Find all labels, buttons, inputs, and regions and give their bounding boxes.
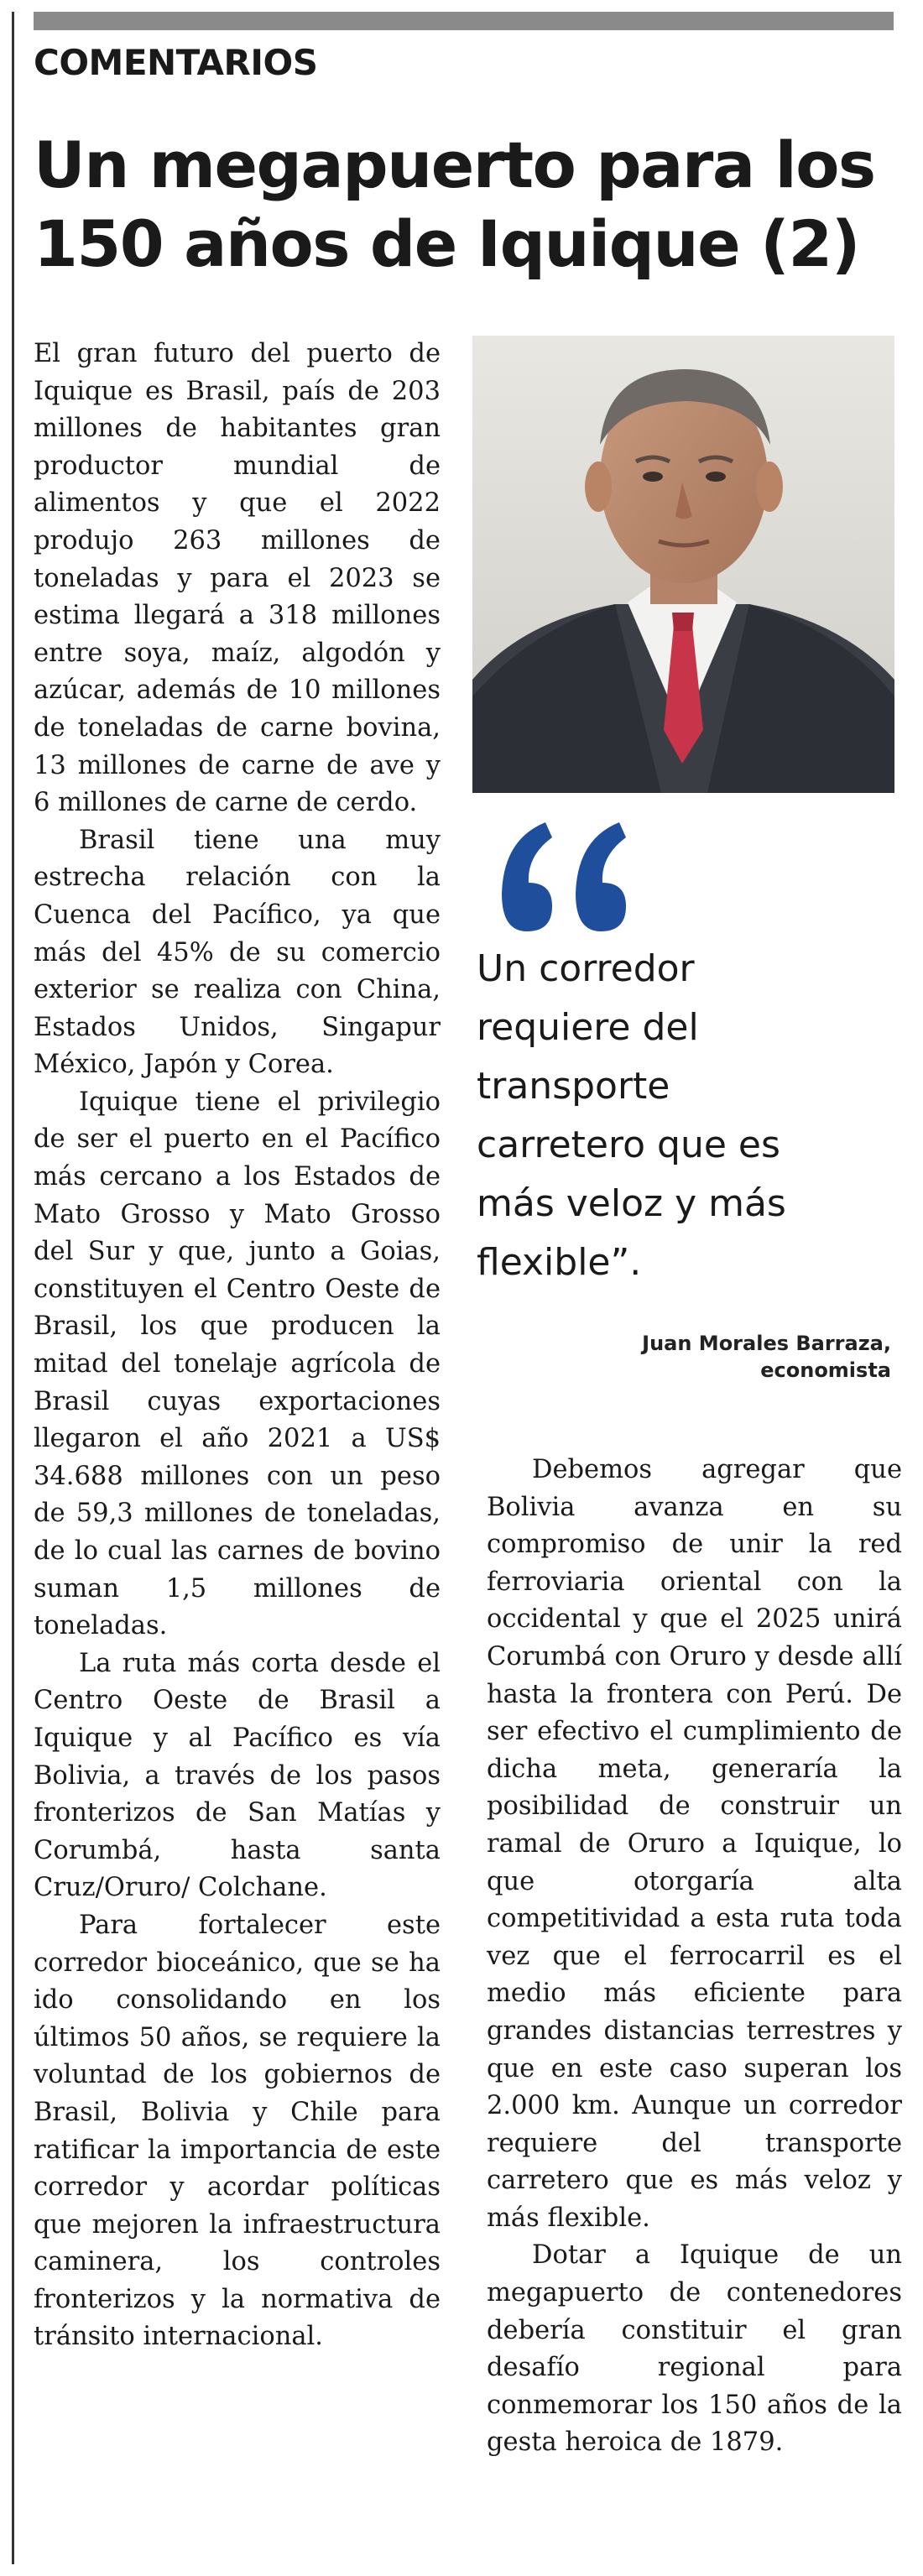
paragraph: Brasil tiene una muy estrecha relación con la Cuenca del Pacífico, ya que más del 45% de su comercio exterior se realiza con China, Estados Unidos, Singapur México, Japón y Corea. [34, 825, 441, 1080]
paragraph: Dotar a Iquique de un megapuerto de contenedores debería constituir el gran desafío regional para conmemorar los 150 años de la gesta heroica de 1879. [487, 2240, 902, 2458]
headline-line-2: 150 años de Iquique (2) [34, 206, 860, 281]
paragraph: La ruta más corta desde el Centro Oeste de Brasil a Iquique y al Pacífico es vía Bolivia, a través de los pasos fronterizos de San Matías y Corumbá, hasta santa Cruz/Oruro/ Colchane. [34, 1648, 441, 1903]
pull-quote-line: flexible”. [477, 1241, 642, 1284]
author-portrait-illustration [472, 336, 894, 793]
pull-quote-line: más veloz y más [477, 1182, 786, 1225]
section-label: COMENTARIOS [34, 42, 318, 83]
byline [642, 1330, 891, 1384]
paragraph: Iquique tiene el privilegio de ser el puerto en el Pacífico más cercano a los Estados de Mato Grosso y Mato Grosso del Sur y que, junto a Goias, constituyen el Centro Oeste de Brasil, los que producen la mitad del tonelaje agrícola de Brasil cuyas exportaciones llegaron el año 2021 a US$ 34.688 millones con un peso de 59,3 millones de toneladas, de lo cual las carnes de bovino suman 1,5 millones de toneladas. [34, 1087, 441, 1641]
section-top-bar [34, 12, 894, 30]
paragraph: El gran futuro del puerto de Iquique es Brasil, país de 203 millones de habitantes gran productor mundial de alimentos y que el 2022 produjo 263 millones de toneladas y para el 2023 se estima llegará a 318 millones entre soya, maíz, algodón y azúcar, además de 10 millones de toneladas de carne bovina, 13 millones de carne de ave y 6 millones de carne de cerdo. [34, 339, 441, 818]
paragraph: Para fortalecer este corredor bioceánico, que se ha ido consolidando en los últimos 50 años, se requiere la voluntad de los gobiernos de Brasil, Bolivia y Chile para ratificar la importancia de este corredor y acordar políticas que mejoren la infraestructura caminera, los controles fronterizos y la normativa de tránsito internacional. [34, 1910, 441, 2352]
article-column-left [34, 336, 441, 2356]
headline [34, 126, 898, 284]
pull-quote-line: Un corredor [477, 947, 695, 990]
quote-mark-icon [487, 806, 629, 940]
paragraph: Debemos agregar que Bolivia avanza en su compromiso de unir la red ferroviaria oriental con la occidental y que el 2025 unirá Corumbá con Oruro y desde allí hasta la frontera con Perú. De ser efectivo el cumplimiento de dicha meta, generaría la posibilidad de construir un ramal de Oruro a Iquique, lo que otorgaría alta competitividad a esta ruta toda vez que el ferrocarril es el medio más eficiente para grandes distancias terrestres y que en este caso superan los 2.000 km. Aunque un corredor requiere del transporte carretero que es más veloz y más flexible. [487, 1455, 902, 2233]
pull-quote-line: transporte [477, 1065, 670, 1108]
pull-quote-line: requiere del [477, 1006, 699, 1049]
pull-quote-line: carretero que es [477, 1124, 780, 1166]
pull-quote [477, 940, 896, 1292]
column-rule [12, 12, 14, 2564]
headline-line-1: Un megapuerto para los [34, 128, 875, 202]
author-name: Juan Morales Barraza, [642, 1332, 891, 1355]
author-role: economista [760, 1358, 891, 1382]
article-column-right [487, 1452, 902, 2462]
author-photo [472, 336, 894, 793]
